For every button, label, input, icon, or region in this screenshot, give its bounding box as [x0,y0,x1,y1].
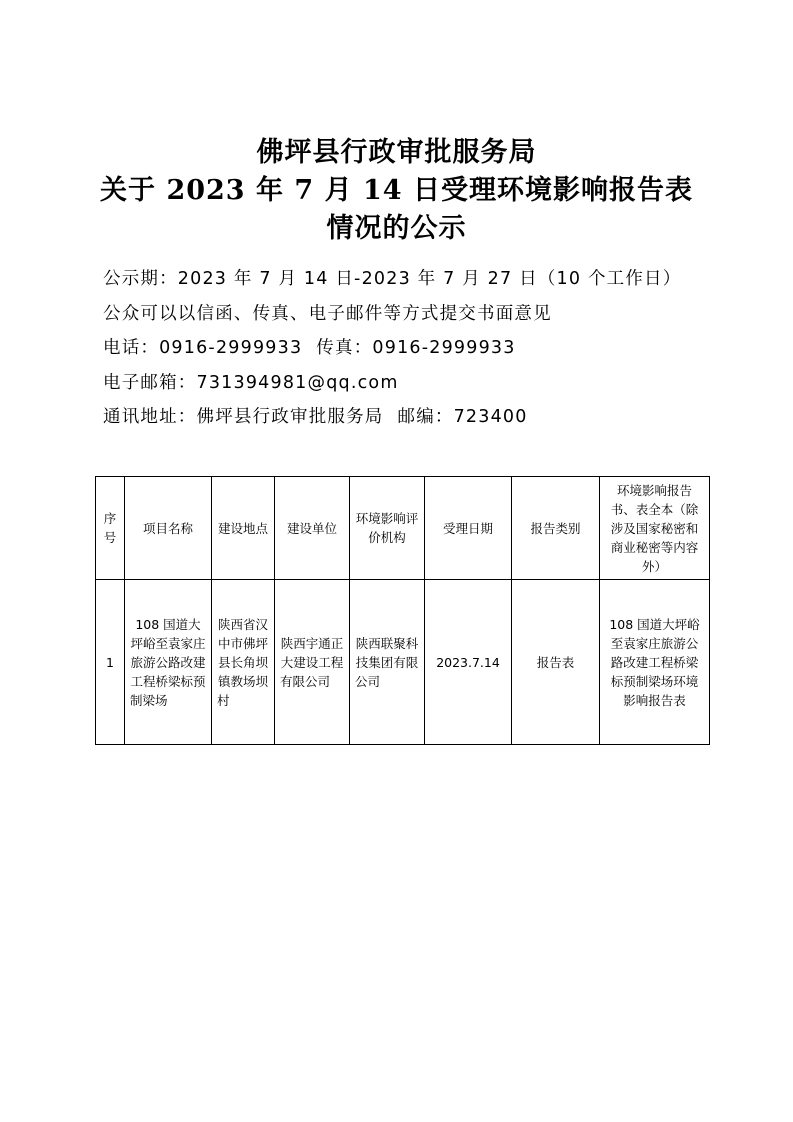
cell-project-name: 108 国道大坪峪至袁家庄旅游公路改建工程桥梁标预制梁场 [125,580,212,745]
header-project-name: 项目名称 [125,477,212,580]
title-line-3: 情况的公示 [326,213,467,244]
cell-accept-date: 2023.7.14 [425,580,512,745]
publicity-period: 公示期：2023 年 7 月 14 日-2023 年 7 月 27 日（10 个工作日） [103,269,682,289]
cell-location: 陕西省汉中市佛坪县长角坝镇教场坝村 [212,580,275,745]
title-line-2: 关于 2023 年 7 月 14 日受理环境影响报告表 [100,175,693,206]
title-line-1: 佛坪县行政审批服务局 [256,137,537,168]
cell-serial: 1 [96,580,125,745]
notice-info [103,262,723,435]
projects-table [95,476,710,745]
submission-methods: 公众可以以信函、传真、电子邮件等方式提交书面意见 [103,303,552,324]
email-address: 电子邮箱：731394981@qq.com [103,372,399,393]
cell-full-report: 108 国道大坪峪至袁家庄旅游公路改建工程桥梁标预制梁场环境影响报告表 [600,580,710,745]
header-serial: 序号 [96,477,125,580]
fax-number: 传真：0916-2999933 [316,338,516,358]
cell-report-type: 报告表 [512,580,600,745]
header-accept-date: 受理日期 [425,477,512,580]
cell-eia-agency: 陕西联聚科技集团有限公司 [350,580,425,745]
header-full-report: 环境影响报告书、表全本（除涉及国家秘密和商业秘密等内容外） [600,477,710,580]
header-location: 建设地点 [212,477,275,580]
mailing-address: 通讯地址：佛坪县行政审批服务局 [103,407,384,427]
header-builder: 建设单位 [275,477,350,580]
phone-number: 电话：0916-2999933 [103,338,303,358]
table-header-row [96,477,710,580]
address-line [103,400,723,435]
cell-builder: 陕西宇通正大建设工程有限公司 [275,580,350,745]
header-report-type: 报告类别 [512,477,600,580]
contact-line [103,331,723,366]
notice-title [0,134,793,248]
header-eia-agency: 环境影响评价机构 [350,477,425,580]
table-row [96,580,710,745]
postal-code: 邮编：723400 [397,407,528,427]
